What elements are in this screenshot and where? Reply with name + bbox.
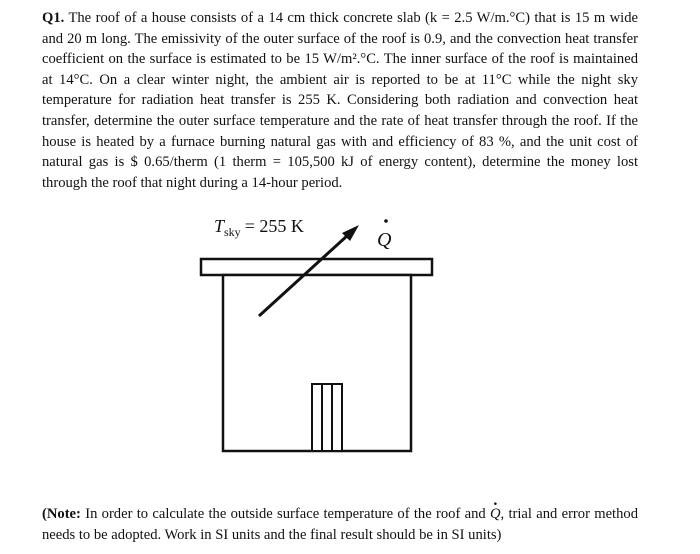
note bbox=[42, 504, 638, 545]
note-q-symbol: · Q bbox=[490, 504, 501, 525]
tsky-label: $T_{sky} = 255$ K bbox=[214, 216, 304, 239]
door bbox=[312, 384, 342, 451]
note-text-after: , trial and error method needs to be adopted. Work in SI units and the final result should be in SI units) bbox=[42, 506, 639, 543]
note-text-before: In order to calculate the outside surface temperature of the roof and bbox=[85, 506, 486, 522]
question-text: The roof of a house consists of a 14 cm thick concrete slab (k = 2.5 W/m.°C) that is 15 m wide and 20 m long. The emissivity of the outer surface of the roof is 0.9, and the convection heat transfer coefficient on the surface is estimated to be 15 W/m².°C. The inner surface of the roof is maintained at 14°C. On a clear winter night, the ambient air is reported to be at 11°C while the night sky temperature for radiation heat transfer is 255 K. Considering both radiation and convection heat transfer, determine the outer surface temperature and the rate of heat transfer through the roof. If the house is heated by a furnace burning natural gas with and efficiency of 83 %, and the unit cost of natural gas is $ 0.65/therm (1 therm = 105,500 kJ of energy content), determine the money lost through the roof that night during a 14-hour period. bbox=[42, 10, 638, 191]
question-label: Q1. bbox=[42, 10, 65, 26]
q-dot bbox=[384, 219, 388, 223]
note-label: (Note: bbox=[42, 506, 81, 522]
roof-slab bbox=[201, 259, 432, 275]
q-label: Q bbox=[377, 229, 392, 251]
